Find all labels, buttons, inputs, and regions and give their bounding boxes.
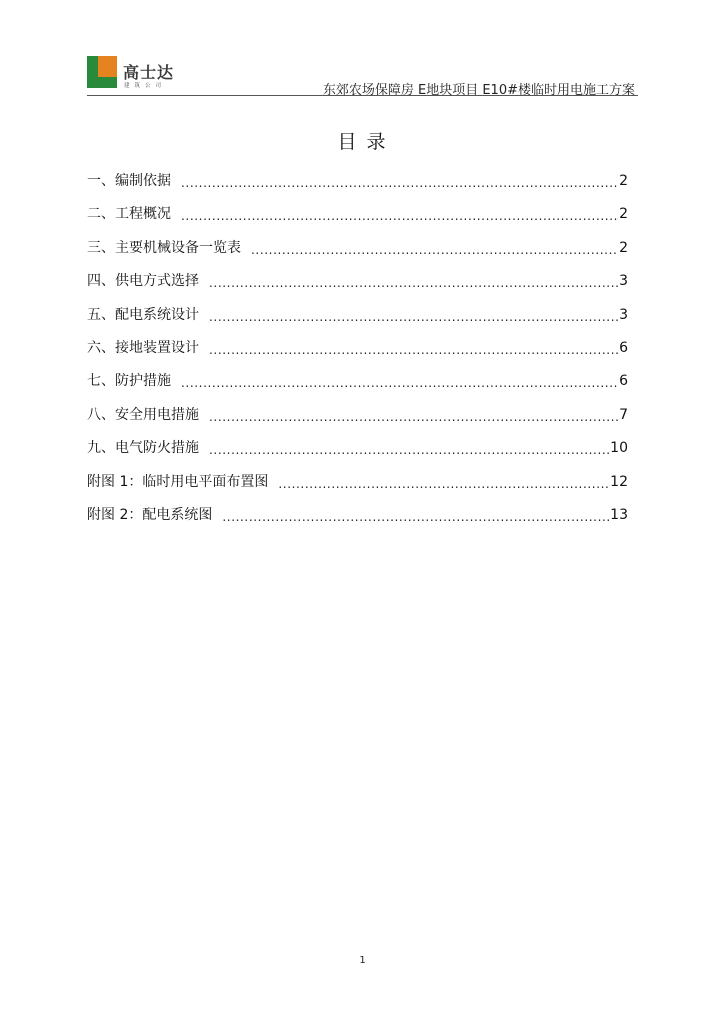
toc-entry-label: 七、防护措施 — [87, 373, 171, 390]
toc-entry[interactable] — [87, 270, 628, 303]
toc-entry[interactable] — [87, 170, 628, 203]
toc-entry[interactable] — [87, 404, 628, 437]
toc-dot-leader — [209, 409, 618, 425]
toc-entry-page: 7 — [619, 406, 628, 423]
toc-title: 目 录 — [337, 131, 388, 153]
toc-entry-label: 四、供电方式选择 — [87, 273, 199, 290]
toc-entry[interactable] — [87, 437, 628, 470]
toc-entry-label: 二、工程概况 — [87, 206, 171, 223]
toc-entry-page: 2 — [619, 206, 628, 223]
toc-dot-leader — [251, 242, 618, 258]
toc-entry-label: 九、电气防火措施 — [87, 440, 199, 457]
toc-entry[interactable] — [87, 504, 628, 537]
toc-entry-page: 6 — [619, 373, 628, 390]
company-logo — [87, 56, 197, 92]
toc-entry-label: 附图 1：临时用电平面布置图 — [87, 473, 269, 490]
toc-entry[interactable] — [87, 237, 628, 270]
toc-dot-leader — [209, 275, 618, 291]
toc-entry-label: 一、编制依据 — [87, 173, 171, 189]
toc-entry-label: 五、配电系统设计 — [87, 306, 199, 323]
toc-entry-label: 八、安全用电措施 — [87, 406, 199, 423]
toc-entry[interactable] — [87, 203, 628, 236]
toc-dot-leader — [209, 309, 618, 325]
toc-dot-leader — [209, 442, 609, 458]
logo-subtitle: 建筑公司 — [124, 83, 167, 89]
logo-mark-icon — [87, 56, 117, 88]
toc-entry[interactable] — [87, 304, 628, 337]
toc-entry-page: 3 — [619, 273, 628, 290]
toc-entry[interactable] — [87, 370, 628, 403]
toc-dot-leader — [209, 342, 618, 358]
toc-entry-page: 10 — [610, 440, 628, 457]
toc-dot-leader — [181, 175, 618, 191]
toc-entry-page: 12 — [610, 473, 628, 490]
toc-entry[interactable] — [87, 471, 628, 504]
toc-dot-leader — [181, 208, 618, 224]
logo-name: 高士达 — [123, 63, 175, 82]
toc-entry[interactable] — [87, 337, 628, 370]
toc-entry-label: 三、主要机械设备一览表 — [87, 239, 241, 256]
toc-entry-label: 六、接地装置设计 — [87, 339, 199, 356]
toc-entry-page: 13 — [610, 506, 628, 523]
document-header-title: 东郊农场保障房 E地块项目 E10#楼临时用电施工方案 — [322, 83, 635, 98]
toc-entry-label: 附图 2：配电系统图 — [87, 506, 213, 523]
toc-entry-page: 2 — [619, 173, 628, 189]
header-divider — [87, 95, 638, 96]
toc-dot-leader — [181, 375, 618, 391]
toc-dot-leader — [222, 509, 609, 525]
toc-dot-leader — [278, 476, 609, 492]
table-of-contents — [87, 170, 628, 537]
toc-entry-page: 3 — [619, 306, 628, 323]
toc-entry-page: 6 — [619, 339, 628, 356]
toc-entry-page: 2 — [619, 239, 628, 256]
page-number: 1 — [359, 955, 366, 966]
